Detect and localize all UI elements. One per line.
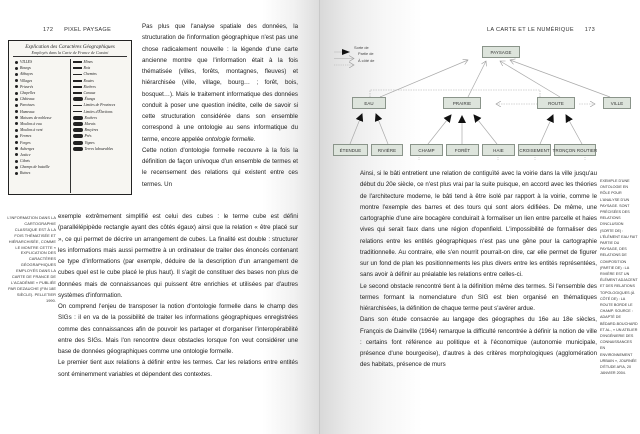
path-symbol-icon — [73, 74, 82, 75]
legend-entry: Paroisses — [15, 102, 68, 108]
running-head-left — [43, 27, 111, 33]
gibbet-symbol-icon — [15, 160, 18, 163]
hamlet-symbol-icon — [15, 110, 18, 113]
legend-item-a-cote-de: À côté de — [358, 57, 375, 63]
forge-symbol-icon — [15, 141, 18, 144]
paragraph: Le second obstacle rencontré tient à la définition même des termes. Si l'ensemble des termes formant la nomenclature d'un SIG est bien organisé en thématiques hiérarchisées, la définition de chaque terme peut s'avérer ardue. — [360, 282, 597, 312]
arable-land-symbol-icon — [73, 147, 83, 151]
legend-entry: Bruyères — [73, 127, 126, 133]
vineyard-symbol-icon — [73, 141, 83, 145]
watermill-symbol-icon — [15, 122, 18, 125]
meadow-symbol-icon — [73, 134, 83, 138]
abbey-symbol-icon — [15, 73, 18, 76]
legend-entry: VILLES — [15, 59, 68, 65]
village-symbol-icon — [15, 79, 18, 82]
town-symbol-icon — [15, 61, 18, 64]
parish-symbol-icon — [15, 104, 18, 107]
paragraph: exemple extrêmement simplifié est celui des cubes : le terme cube est défini (parallélépipède rectangle ayant des côtés égaux) ainsi que la relation « être placé sur », ce qui permet de décrire un arrangement de cubes. La finalité est double : structurer les informations mais aussi permettre à un ordinateur de traiter des énoncés contenant ce type d'informations (par exemple, déduire de la description d'un arrangement de cubes quel est le cube placé le plus haut). Il s'agit de constituer des bases non plus de données mais de connaissances qui puissent être enrichies et utilisées par d'autres systèmes d'information. — [58, 213, 298, 299]
node-eau: EAU — [352, 97, 386, 109]
mine-symbol-icon — [73, 61, 82, 63]
paragraph: Ainsi, si le bâti entretient une relation de contiguïté avec la voirie dans la ville jusqu'au début du 20e siècle, ce n'est plus vrai par la suite puisque, en accord avec les théories de l'architecture moderne, le bâti tend à être isolé par rapport à la voirie, comme le montre l'exemple des barres et des tours qui sont alors édifiées. De même, une cartographie d'une aire bocagère conduirait à formaliser un lien entre parcelle et haies vives qui serait faux dans une région d'openfield. L'impossibilité de formaliser des relations entre les entités géographiques n'est pas une gêne pour la cartographie traditionnelle. Au contraire, elle s'en nourrit pourrait-on dire, car elle permet de figurer sur un fond de plan les positionnements les plus divers entre les entités représentées, sans avoir à définir au préalable les relations entre celles-ci. — [360, 170, 597, 279]
legend-entry: Limites de Provinces — [73, 102, 126, 108]
page-number-left: 172 — [43, 27, 54, 33]
castle-symbol-icon — [15, 98, 18, 101]
node-haie: HAIE — [482, 144, 515, 156]
windmill-symbol-icon — [15, 129, 18, 132]
node-prairie: PRAIRIE — [443, 97, 481, 109]
legend-entry: Gibets — [15, 158, 68, 164]
page-number-right: 173 — [584, 27, 595, 33]
election-limit-symbol-icon — [73, 111, 82, 112]
legend-entry: Moulins à eau — [15, 121, 68, 127]
figure-title: Explication des Caractères Géographiques — [25, 44, 115, 50]
legend-entry: Châteaux — [15, 96, 68, 102]
legend-entry: Bois — [73, 65, 126, 71]
legend-entry: Marais — [73, 121, 126, 127]
legend-entry: Hameaux — [15, 109, 68, 115]
river-symbol-icon — [73, 86, 82, 88]
legend-entry: Prés — [73, 133, 126, 139]
road-symbol-icon — [73, 80, 82, 82]
emphasis-term: ontologie formelle. — [205, 135, 256, 143]
right-page — [320, 0, 640, 434]
node-riviere: RIVIÈRE — [371, 144, 403, 156]
figure-subtitle: Employés dans la Carte de France de Cassini — [13, 50, 127, 57]
legend-item-partie-de: Partie de — [358, 51, 374, 57]
historical-map-legend-figure — [8, 40, 132, 195]
legend-entry: Abbayes — [15, 71, 68, 77]
node-route: ROUTE — [537, 97, 575, 109]
inn-symbol-icon — [15, 147, 18, 150]
battlefield-symbol-icon — [15, 166, 18, 169]
paragraph: Le premier tient aux relations à définir entre les termes. Car les relations entre entités sont éminemment variables et dépendent des contextes. — [58, 359, 298, 378]
paragraph: On comprend l'enjeu de transposer la notion d'ontologie formelle dans le champ des SIGs : il en va de la possibilité de traiter les informations géographiques enregistrées comme des connaissances afin de pouvoir les partager et d'organiser l'interopérabilité entre des SIGs. Mais l'on rencontre deux obstacles lorsque l'on veut considérer une base de données géographiques comme une ontologie formelle. — [58, 303, 298, 355]
figure-caption-left: L'INFORMATION DANS LA CARTOGRAPHIE CLASSIQUE EST À LA FOIS THÉMATISÉE ET HIÉRARCHISÉE, COMME LE MONTRE CETTE « EXPLICATION DES CARACTÈRES GÉOGRAPHIQUES EMPLOYÉS DANS LA CARTE DE FRANCE DE L'ACADÉMIE » PUBLIÉE PAR DEZAUCHE (FIN 18E SIÈCLE). PELLETIER 1990. — [7, 215, 56, 303]
running-head-title-left: PIXEL PAYSAGE — [64, 27, 112, 33]
paragraph: Cette notion d'ontologie formelle recouvre à la fois la définition de façon univoque d'un ensemble de termes et le recensement des relations qui existent entre ces termes. Un — [142, 146, 298, 188]
legend-entry: Mines — [73, 59, 126, 65]
legend-entry: Fermes — [15, 133, 68, 139]
node-champ: CHAMP — [410, 144, 443, 156]
province-limit-symbol-icon — [73, 105, 82, 106]
legend-entry: Auberges — [15, 146, 68, 152]
paragraph: Dans son étude consacrée au langage des géographes du 16e au 18e siècles, François de Dainville (1964) remarque la difficulté rencontrée à définir la notion de ville : certains font référence au politique et à l'économique (autonomie municipale, présence d'une bourgeoise), d'autres à des critères morphologiques (agglomération des habitats, présence de murs — [360, 316, 597, 369]
body-column-narrow — [142, 21, 298, 190]
diagram-legend — [340, 44, 374, 64]
legend-entry: Moulins à vent — [15, 127, 68, 133]
legend-item-sorte-de: Sorte de — [354, 44, 369, 50]
legend-entry: Chemins — [73, 71, 126, 77]
legend-entry: Forges — [15, 139, 68, 145]
legend-entry: Justice — [15, 152, 68, 158]
legend-column-left — [13, 59, 70, 193]
legend-entry: Rochers — [73, 115, 126, 121]
node-paysage: PAYSAGE — [482, 46, 520, 58]
legend-entry: Maisons de noblesse — [15, 115, 68, 121]
legend-entry: Étangs — [73, 96, 126, 102]
priory-symbol-icon — [15, 85, 18, 88]
node-troncon-routier: TRONÇON ROUTIER — [554, 144, 596, 156]
legend-entry: Chapelles — [15, 90, 68, 96]
ruins-symbol-icon — [15, 172, 18, 175]
body-column-wide — [58, 211, 298, 380]
legend-entry: Canaux — [73, 90, 126, 96]
legend-entry: Rivières — [73, 84, 126, 90]
pond-symbol-icon — [73, 97, 83, 101]
node-croisement: CROISEMENT — [518, 144, 551, 156]
legend-entry: Champs de bataille — [15, 164, 68, 170]
chapel-symbol-icon — [15, 92, 18, 95]
legend-entry: Terres labourables — [73, 146, 126, 152]
body-column-right — [360, 168, 597, 371]
justice-symbol-icon — [15, 153, 18, 156]
sidenote-right: EXEMPLE D'UNE ONTOLOGIE EN RÔLE POUR L'ANALYSE D'UN PAYSAGE. SONT PRÉCISÉES DES RELATIONS D'INCLUSION (SORTE DE) : L'ÉLÉMENT EAU FAIT PARTIE DU PAYSAGE, DES RELATIONS DE COMPOSITION (PARTIE DE) : LA RIVIÈRE EST UN ÉLÉMENT ADJACENT ET DES RELATIONS TOPOLOGIQUES (À CÔTÉ DE) : LA ROUTE BORDE LE CHAMP. SOURCE : ADAPTÉ DE BÉDARD-BOUCHARD ET AL., « UN ATELIER D'INGÉNIERIE DES CONNAISSANCES EN ENVIRONNEMENT URBAIN », JOURNÉE D'ÉTUDE AFIA, 20 JANVIER 2004. — [600, 179, 638, 376]
wood-symbol-icon — [73, 67, 82, 69]
legend-entry: Limites d'Élections — [73, 109, 126, 115]
rock-symbol-icon — [73, 116, 83, 120]
legend-column-right — [70, 59, 128, 193]
legend-entry: Ruines — [15, 170, 68, 176]
manor-symbol-icon — [15, 116, 18, 119]
farm-symbol-icon — [15, 135, 18, 138]
canal-symbol-icon — [73, 92, 82, 94]
node-etendue: ÉTENDUE — [333, 144, 368, 156]
legend-entry: Routes — [73, 78, 126, 84]
bourg-symbol-icon — [15, 67, 18, 70]
marsh-symbol-icon — [73, 122, 83, 126]
heath-symbol-icon — [73, 128, 83, 132]
running-head-title-right: LA CARTE ET LE NUMÉRIQUE — [487, 27, 574, 33]
legend-entry: Villages — [15, 78, 68, 84]
legend-entry: Bourgs — [15, 65, 68, 71]
paragraph: Pas plus que l'analyse spatiale des données, la structuration de l'information géographique n'est pas une chose radicalement nouvelle : la légende d'une carte ancienne montre que l'information était à la fois thématisée (villes, forêts, montagnes, fleuves) et hiérarchisée (ville, village, bourg… ; forêt, bois, bosquet…). Mais le traitement informatique des données conduit à poser une question inédite, celle de savoir si cette structuration considérée dans son ensemble correspond à une ontologie au sens informatique du terme, encore appelée ontologie formelle. — [142, 23, 298, 143]
node-ville: VILLE — [603, 97, 631, 109]
ontology-diagram — [320, 40, 640, 160]
node-foret: FORÊT — [446, 144, 479, 156]
legend-entry: Prieurés — [15, 84, 68, 90]
running-head-right — [487, 27, 595, 33]
legend-entry: Vignes — [73, 139, 126, 145]
